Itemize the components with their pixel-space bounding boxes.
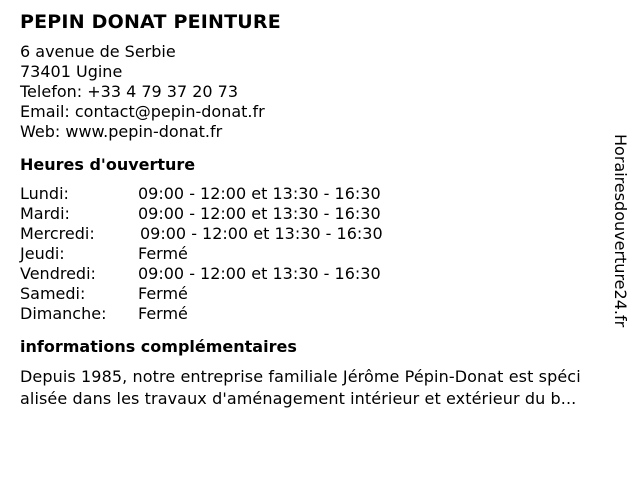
hours-heading: Heures d'ouverture [20,155,196,174]
day-hours: Fermé [138,244,188,263]
info-description [20,366,620,410]
info-line-2: alisée dans les travaux d'aménagement intérieur et extérieur du b... [20,389,577,408]
day-hours: 09:00 - 12:00 et 13:30 - 16:30 [138,264,381,283]
email-line: Email: contact@pepin-donat.fr [20,102,265,121]
brand-watermark [612,134,634,344]
hours-row-wednesday [20,224,600,244]
day-label: Jeudi: [20,244,65,263]
phone-line: Telefon: +33 4 79 37 20 73 [20,82,239,101]
hours-row-monday [20,184,600,204]
address-street: 6 avenue de Serbie [20,42,176,61]
hours-row-sunday [20,304,600,324]
hours-row-tuesday [20,204,600,224]
hours-row-thursday [20,244,600,264]
info-heading: informations complémentaires [20,337,297,356]
address-city: 73401 Ugine [20,62,123,81]
web-line: Web: www.pepin-donat.fr [20,122,223,141]
day-hours: 09:00 - 12:00 et 13:30 - 16:30 [138,184,381,203]
business-name: PEPIN DONAT PEINTURE [20,11,281,33]
info-line-1: Depuis 1985, notre entreprise familiale Jérôme Pépin-Donat est spéci [20,367,581,386]
day-label: Lundi: [20,184,69,203]
day-label: Mardi: [20,204,70,223]
day-hours: Fermé [138,284,188,303]
day-hours: 09:00 - 12:00 et 13:30 - 16:30 [140,224,383,243]
business-card [20,10,600,410]
brand-text: Horairesdouverture24.fr [611,134,630,328]
day-label: Vendredi: [20,264,96,283]
day-hours: 09:00 - 12:00 et 13:30 - 16:30 [138,204,381,223]
day-label: Mercredi: [20,224,95,243]
hours-row-saturday [20,284,600,304]
hours-row-friday [20,264,600,284]
day-label: Dimanche: [20,304,107,323]
day-label: Samedi: [20,284,86,303]
day-hours: Fermé [138,304,188,323]
